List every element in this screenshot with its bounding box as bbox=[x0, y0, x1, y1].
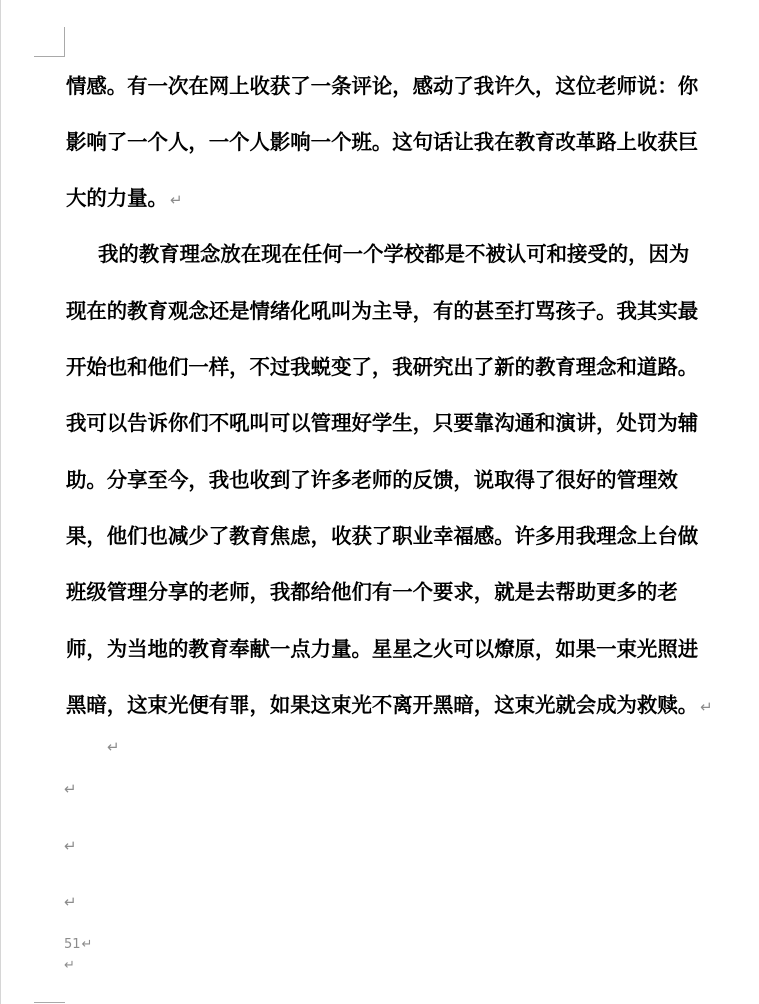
paragraph-mark-icon: ↵ bbox=[81, 937, 93, 952]
text-line-6[interactable] bbox=[66, 352, 698, 382]
paragraph-mark-icon: ↵ bbox=[64, 958, 75, 973]
text-line-8[interactable] bbox=[66, 465, 678, 495]
paragraph-mark-icon: ↵ bbox=[169, 191, 183, 209]
text-line-4[interactable] bbox=[98, 239, 689, 269]
text-line-5-content: 现在的教育观念还是情绪化吼叫为主导，有的甚至打骂孩子。我其实最 bbox=[66, 299, 699, 323]
text-line-6-content: 开始也和他们一样，不过我蜕变了，我研究出了新的教育理念和道路。 bbox=[66, 355, 699, 379]
text-line-2[interactable] bbox=[66, 127, 698, 157]
text-line-1-content: 情感。有一次在网上收获了一条评论，感动了我许久，这位老师说：你 bbox=[66, 74, 699, 98]
text-line-1[interactable] bbox=[66, 71, 698, 101]
margin-corner-mark-bottom bbox=[34, 1002, 65, 1003]
text-line-8-content: 助。分享至今，我也收到了许多老师的反馈，说取得了很好的管理效 bbox=[66, 468, 678, 492]
text-line-3-content: 大的力量。 bbox=[66, 186, 168, 210]
margin-corner-mark-top bbox=[34, 27, 65, 57]
paragraph-mark-icon: ↵ bbox=[700, 698, 713, 716]
paragraph-mark-icon: ↵ bbox=[64, 893, 77, 911]
text-line-11-content: 师，为当地的教育奉献一点力量。星星之火可以燎原，如果一束光照进 bbox=[66, 637, 699, 661]
text-line-9-content: 果，他们也减少了教育焦虑，收获了职业幸福感。许多用我理念上台做 bbox=[66, 524, 699, 548]
text-line-10-content: 班级管理分享的老师，我都给他们有一个要求，就是去帮助更多的老 bbox=[66, 580, 678, 604]
text-line-5[interactable] bbox=[66, 296, 698, 326]
text-line-12-content: 黑暗，这束光便有罪，如果这束光不离开黑暗，这束光就会成为救赎。 bbox=[66, 693, 699, 717]
text-line-9[interactable] bbox=[66, 521, 698, 551]
page-number-text: 51 bbox=[64, 937, 81, 952]
text-line-7-content: 我可以告诉你们不吼叫可以管理好学生，只要靠沟通和演讲，处罚为辅 bbox=[66, 411, 699, 435]
paragraph-mark-icon: ↵ bbox=[64, 780, 77, 798]
text-line-2-content: 影响了一个人，一个人影响一个班。这句话让我在教育改革路上收获巨 bbox=[66, 130, 699, 154]
text-line-7[interactable] bbox=[66, 408, 698, 438]
text-line-11[interactable] bbox=[66, 634, 698, 664]
text-line-10[interactable] bbox=[66, 577, 678, 607]
page-number bbox=[64, 937, 92, 953]
page-left-edge bbox=[0, 0, 1, 1004]
text-line-3[interactable] bbox=[66, 183, 183, 213]
paragraph-mark-icon: ↵ bbox=[64, 837, 77, 855]
paragraph-mark-icon: ↵ bbox=[107, 738, 120, 756]
text-line-4-content: 我的教育理念放在现在任何一个学校都是不被认可和接受的，因为 bbox=[98, 242, 690, 266]
text-line-12[interactable] bbox=[66, 690, 713, 720]
